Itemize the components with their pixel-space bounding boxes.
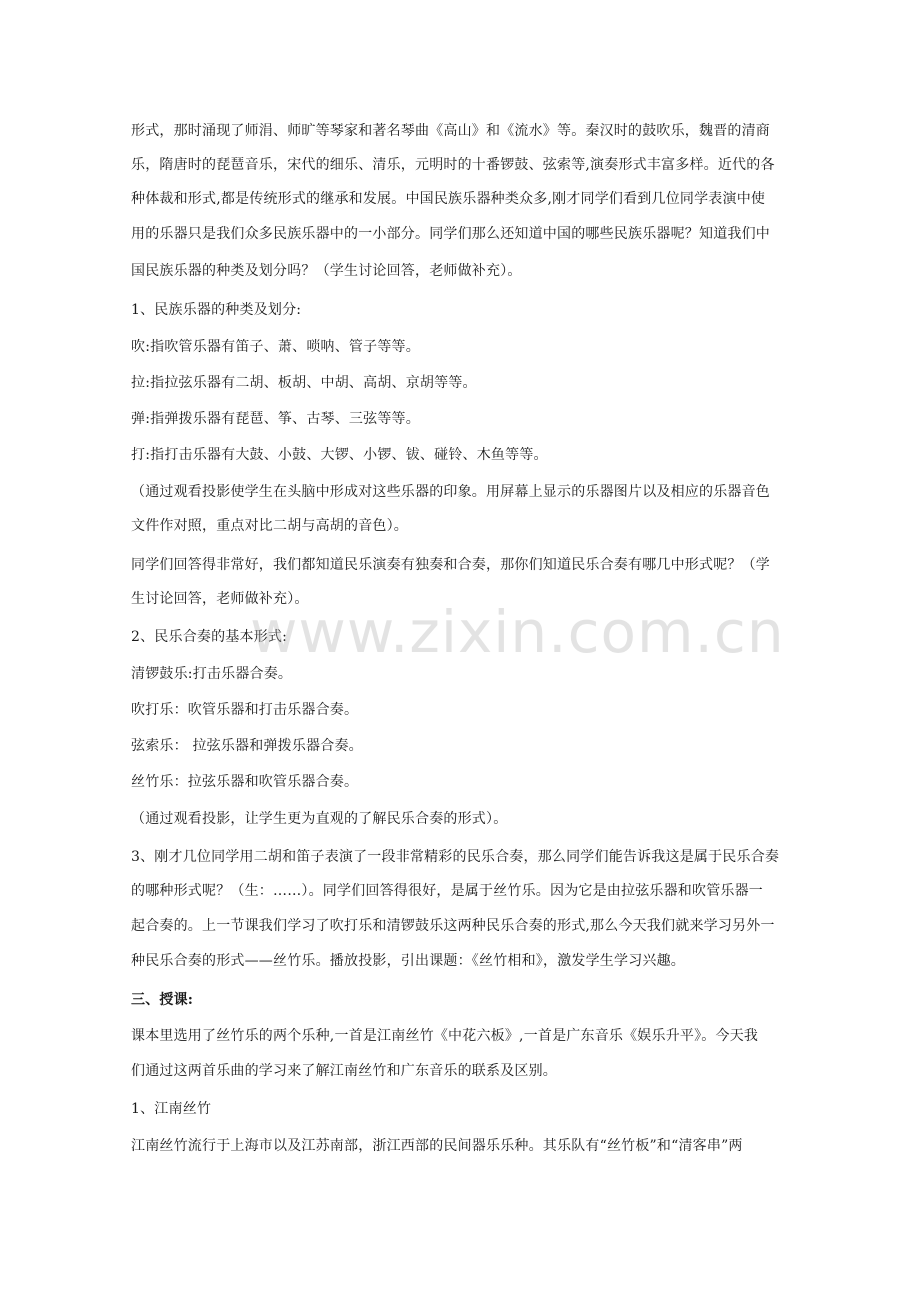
paragraph-line: （通过观看投影使学生在头脑中形成对这些乐器的印象。用屏幕上显示的乐器图片以及相应的乐器音色 [131,484,770,500]
list-item-ensemble: 清锣鼓乐:打击乐器合奏。 [131,666,293,682]
list-item-ensemble: 弦索乐： 拉弦乐器和弹拨乐器合奏。 [131,738,363,754]
section-heading-jiangnan: 1、江南丝竹 [131,1101,212,1117]
list-item-wind: 吹:指吹管乐器有笛子、萧、唢呐、管子等等。 [131,339,420,355]
paragraph-line: 同学们回答得非常好，我们都知道民乐演奏有独奏和合奏，那你们知道民乐合奏有哪几中形式呢？（学 [131,557,770,573]
paragraph-line: 用的乐器只是我们众多民族乐器中的一小部分。同学们那么还知道中国的哪些民族乐器呢？知道我们中 [131,226,770,242]
paragraph-line: 们通过这两首乐曲的学习来了解江南丝竹和广东音乐的联系及区别。 [131,1063,557,1079]
paragraph-line: 种民乐合奏的形式——丝竹乐。播放投影，引出课题：《丝竹相和》，激发学生学习兴趣。 [131,953,685,969]
paragraph-line: 江南丝竹流行于上海市以及江苏南部，浙江西部的民间器乐乐种。其乐队有“丝竹板”和“清客串”两 [131,1138,743,1154]
paragraph-line: 乐，隋唐时的琵琶音乐，宋代的细乐、清乐，元明时的十番锣鼓、弦索等,演奏形式丰富多样。近代的各 [131,157,775,173]
list-item-ensemble: 丝竹乐：拉弦乐器和吹管乐器合奏。 [131,774,359,790]
section-heading-ensemble: 2、民乐合奏的基本形式: [131,629,288,645]
section-heading-instruments: 1、民族乐器的种类及划分: [131,302,302,318]
paragraph-line: 起合奏的。上一节课我们学习了吹打乐和清锣鼓乐这两种民乐合奏的形式,那么今天我们就来学习另外一 [131,918,775,934]
list-item-bowed: 拉:指拉弦乐器有二胡、板胡、中胡、高胡、京胡等等。 [131,375,477,391]
paragraph-line: （通过观看投影，让学生更为直观的了解民乐合奏的形式）。 [131,811,508,827]
list-item-percussion: 打:指打击乐器有大鼓、小鼓、大锣、小锣、钹、碰铃、木鱼等等。 [131,447,548,463]
paragraph-line: 文件作对照，重点对比二胡与高胡的音色）。 [131,518,408,534]
watermark: www.zixin.com.cn [250,598,785,666]
paragraph-line: 3、刚才几位同学用二胡和笛子表演了一段非常精彩的民乐合奏，那么同学们能告诉我这是属于民乐合奏 [131,849,780,865]
paragraph-line: 国民族乐器的种类及划分吗？（学生讨论回答，老师做补充）。 [131,263,522,279]
paragraph-line: 课本里选用了丝竹乐的两个乐种,一首是江南丝竹《中花六板》,一首是广东音乐《娱乐升平》。今天我 [131,1028,759,1044]
list-item-plucked: 弹:指弹拨乐器有琵琶、筝、古琴、三弦等等。 [131,411,420,427]
paragraph-line: 生讨论回答，老师做补充）。 [131,591,309,607]
paragraph-line: 的哪种形式呢？（生：……）。同学们回答得很好，是属于丝竹乐。因为它是由拉弦乐器和吹管乐器一 [131,883,763,899]
section-heading-teaching: 三、授课: [131,992,194,1008]
list-item-ensemble: 吹打乐：吹管乐器和打击乐器合奏。 [131,702,359,718]
paragraph-line: 形式，那时涌现了师涓、师旷等琴家和著名琴曲《高山》和《流水》等。秦汉时的鼓吹乐，魏晋的清商 [131,123,770,139]
paragraph-line: 种体裁和形式,都是传统形式的继承和发展。中国民族乐器种类众多,刚才同学们看到几位同学表演中使 [131,191,766,207]
